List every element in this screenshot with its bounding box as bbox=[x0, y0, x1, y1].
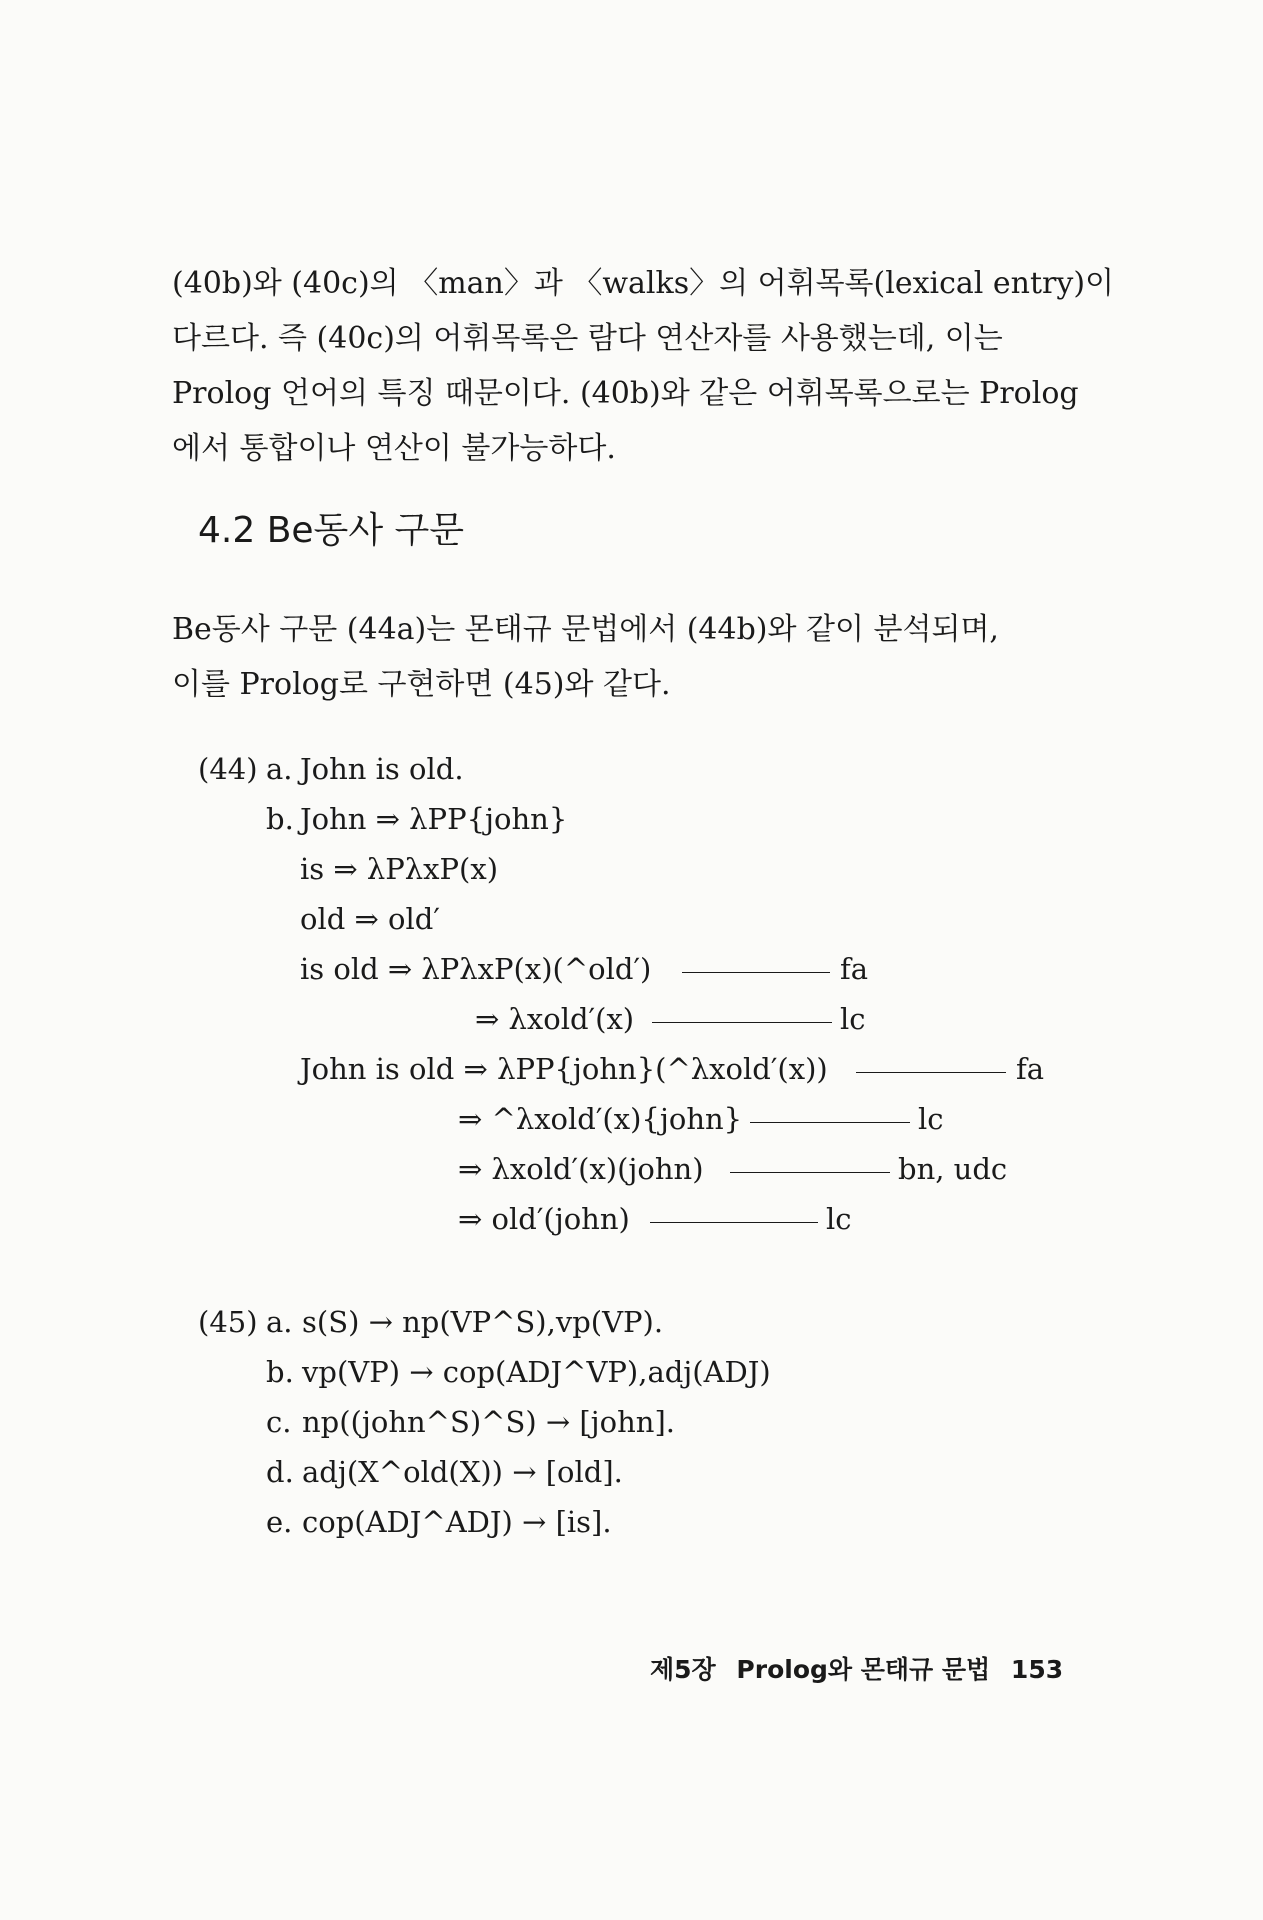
rule-label: lc bbox=[826, 1202, 852, 1236]
prolog-rule: adj(X^old(X)) → [old]. bbox=[302, 1455, 623, 1489]
derivation-line: ⇒ old′(john) bbox=[458, 1202, 630, 1236]
derivation-line: John ⇒ λPP{john} bbox=[300, 802, 568, 836]
rule-label: lc bbox=[918, 1102, 944, 1136]
derivation-line: is old ⇒ λPλxP(x)(^old′) bbox=[300, 952, 652, 986]
item-label: c. bbox=[266, 1405, 292, 1439]
page-number: 153 bbox=[1010, 1655, 1064, 1684]
item-label: b. bbox=[266, 802, 294, 836]
item-label: a. bbox=[266, 752, 293, 786]
prolog-rule: np((john^S)^S) → [john]. bbox=[302, 1405, 676, 1439]
example-sentence: John is old. bbox=[300, 752, 464, 786]
rule-label: fa bbox=[840, 952, 869, 986]
text-line: Prolog 언어의 특징 때문이다. (40b)와 같은 어휘목록으로는 Prolog bbox=[172, 376, 1079, 411]
prolog-rule: cop(ADJ^ADJ) → [is]. bbox=[302, 1505, 612, 1539]
rule-label: bn, udc bbox=[898, 1152, 1008, 1186]
page-footer bbox=[650, 1650, 1075, 1686]
derivation-rule-line bbox=[650, 1222, 818, 1223]
example-number: (45) bbox=[198, 1305, 258, 1339]
text-line: 에서 통합이나 연산이 불가능하다. bbox=[172, 431, 616, 466]
item-label: b. bbox=[266, 1355, 294, 1389]
paragraph-lexical-entry bbox=[172, 256, 1115, 476]
derivation-rule-line bbox=[652, 1022, 832, 1023]
item-label: d. bbox=[266, 1455, 294, 1489]
derivation-line: ⇒ λxold′(x) bbox=[475, 1002, 635, 1036]
derivation-line: John is old ⇒ λPP{john}(^λxold′(x)) bbox=[300, 1052, 828, 1086]
rule-label: lc bbox=[840, 1002, 866, 1036]
derivation-rule-line bbox=[730, 1172, 890, 1173]
derivation-line: ⇒ λxold′(x)(john) bbox=[458, 1152, 704, 1186]
item-label: e. bbox=[266, 1505, 293, 1539]
prolog-rule: s(S) → np(VP^S),vp(VP). bbox=[302, 1305, 664, 1339]
text-line: 이를 Prolog로 구현하면 (45)와 같다. bbox=[172, 667, 671, 702]
chapter-label: 제5장 bbox=[650, 1655, 716, 1684]
text-line: (40b)와 (40c)의 〈man〉과 〈walks〉의 어휘목록(lexical entry)이 bbox=[172, 266, 1115, 301]
derivation-line: is ⇒ λPλxP(x) bbox=[300, 852, 499, 886]
derivation-line: ⇒ ^λxold′(x){john} bbox=[458, 1102, 743, 1136]
item-label: a. bbox=[266, 1305, 293, 1339]
prolog-rule: vp(VP) → cop(ADJ^VP),adj(ADJ) bbox=[302, 1355, 771, 1389]
section-heading: 4.2 Be동사 구문 bbox=[198, 510, 465, 551]
derivation-rule-line bbox=[750, 1122, 910, 1123]
example-number: (44) bbox=[198, 752, 258, 786]
text-line: 다르다. 즉 (40c)의 어휘목록은 람다 연산자를 사용했는데, 이는 bbox=[172, 321, 1003, 356]
derivation-line: old ⇒ old′ bbox=[300, 902, 440, 936]
derivation-rule-line bbox=[856, 1072, 1006, 1073]
chapter-title: Prolog와 몬태규 문법 bbox=[736, 1655, 991, 1684]
text-line: Be동사 구문 (44a)는 몬태규 문법에서 (44b)와 같이 분석되며, bbox=[172, 612, 999, 647]
rule-label: fa bbox=[1016, 1052, 1045, 1086]
paragraph-be-verb bbox=[172, 602, 1052, 712]
derivation-rule-line bbox=[682, 972, 830, 973]
